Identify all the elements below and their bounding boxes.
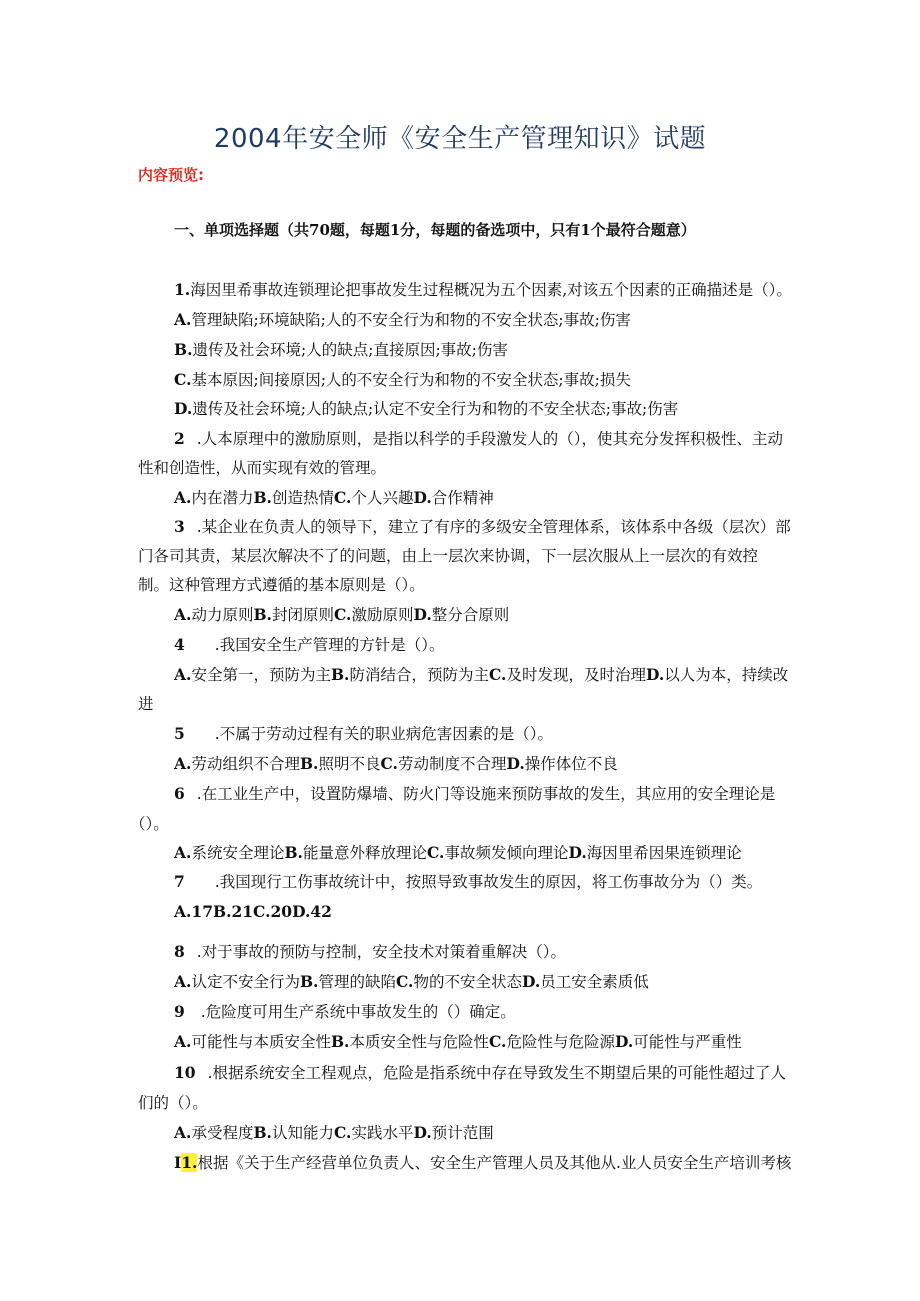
question-number: 8 <box>174 942 185 961</box>
question-1-option-b: B.遗传及社会环境;人的缺点;直接原因;事故;伤害 <box>174 340 508 359</box>
question-7-options: A.17B.21C.20D.42 <box>174 902 332 921</box>
section-heading: 一、单项选择题（共70题，每题1分，每题的备选项中，只有1个最符合题意） <box>174 221 696 239</box>
question-2-stem: 2 .人本原理中的激励原则，是指以科学的手段激发人的（），使其充分发挥积极性、主动 <box>174 429 783 448</box>
question-7-stem: 7 .我国现行工伤事故统计中，按照导致事故发生的原因，将工伤事故分为（）类。 <box>174 872 763 891</box>
page-title: 2004年安全师《安全生产管理知识》试题 <box>213 124 707 154</box>
question-3-stem-cont: 门各司其责，某层次解决不了的问题，由上一层次来协调，下一层次服从上一层次的有效控 <box>138 547 759 565</box>
question-1-option-c: C.基本原因;间接原因;人的不安全行为和物的不安全状态;事故;损失 <box>174 370 631 389</box>
question-1-option-d: D.遗传及社会环境;人的缺点;认定不安全行为和物的不安全状态;事故;伤害 <box>174 399 679 418</box>
question-10-stem: 10 .根据系统安全工程观点，危险是指系统中存在导致发生不期望后果的可能性超过了人 <box>174 1063 787 1082</box>
question-11-stem: I1.根据《关于生产经营单位负责人、安全生产管理人员及其他从.业人员安全生产培训考核 <box>174 1153 792 1172</box>
question-number: 3 <box>174 517 185 536</box>
question-2-options: A.内在潜力B.创造热情C.个人兴趣D.合作精神 <box>174 488 494 507</box>
question-number: 1. <box>174 280 191 299</box>
question-number: 2 <box>174 429 185 448</box>
preview-label: 内容预览: <box>138 166 204 184</box>
question-2-stem-cont: 性和创造性，从而实现有效的管理。 <box>138 459 387 477</box>
question-number: 9 <box>174 1002 185 1021</box>
question-10-stem-cont: 们的（）。 <box>138 1094 208 1112</box>
question-number: 7 <box>174 872 185 891</box>
question-5-options: A.劳动组织不合理B.照明不良C.劳动制度不合理D.操作体位不良 <box>174 754 618 773</box>
question-9-stem: 9 .危险度可用生产系统中事故发生的（）确定。 <box>174 1002 516 1021</box>
question-number: 5 <box>174 724 185 743</box>
question-8-stem: 8 .对于事故的预防与控制，安全技术对策着重解决（）。 <box>174 942 566 961</box>
question-4-options-cont: 进 <box>138 695 154 713</box>
question-6-stem: 6 .在工业生产中，设置防爆墙、防火门等设施来预防事故的发生，其应用的安全理论是 <box>174 784 776 803</box>
question-6-stem-cont: （）。 <box>130 815 169 833</box>
highlight-mark: 1. <box>181 1153 198 1172</box>
question-3-stem: 3 .某企业在负责人的领导下，建立了有序的多级安全管理体系，该体系中各级（层次）部 <box>174 517 791 536</box>
question-3-options: A.动力原则B.封闭原则C.激励原则D.整分合原则 <box>174 605 510 624</box>
question-8-options: A.认定不安全行为B.管理的缺陷C.物的不安全状态D.员工安全素质低 <box>174 972 649 991</box>
question-1-option-a: A.管理缺陷;环境缺陷;人的不安全行为和物的不安全状态;事故;伤害 <box>174 310 631 329</box>
question-10-options: A.承受程度B.认知能力C.实践水平D.预计范围 <box>174 1123 494 1142</box>
question-6-options: A.系统安全理论B.能量意外释放理论C.事故频发倾向理论D.海因里希因果连锁理论 <box>174 843 742 862</box>
question-5-stem: 5 .不属于劳动过程有关的职业病危害因素的是（）。 <box>174 724 553 743</box>
question-number: 6 <box>174 784 185 803</box>
question-number: 10 <box>174 1063 196 1082</box>
question-1-stem: 1.海因里希事故连锁理论把事故发生过程概况为五个因素,对该五个因素的正确描述是（）。 <box>174 280 792 299</box>
question-4-options: A.安全第一，预防为主B.防消结合，预防为主C.及时发现，及时治理D.以人为本，持续改 <box>174 665 789 684</box>
question-9-options: A.可能性与本质安全性B.本质安全性与危险性C.危险性与危险源D.可能性与严重性 <box>174 1032 742 1051</box>
question-number: 4 <box>174 635 185 654</box>
question-3-stem-cont-2: 制。这种管理方式遵循的基本原则是（）。 <box>138 576 425 594</box>
question-4-stem: 4 .我国安全生产管理的方针是（）。 <box>174 635 445 654</box>
question-number: I1. <box>174 1153 198 1172</box>
